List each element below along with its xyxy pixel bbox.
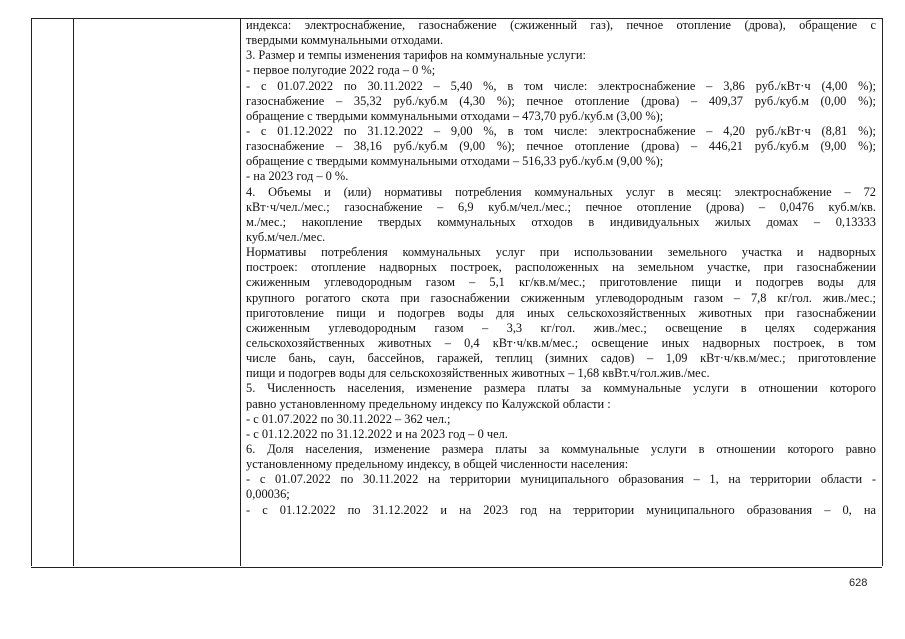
table-left-border (31, 18, 32, 566)
text-line: - первое полугодие 2022 года – 0 %; (246, 63, 436, 78)
text-line: - с 01.07.2022 по 30.11.2022 – 5,40 %, в том числе: электроснабжение – 3,86 руб./кВт·ч (4,00 %); (246, 78, 876, 93)
document-text-cell (246, 18, 876, 566)
text-line: газоснабжение – 38,16 руб./куб.м (9,00 %); печное отопление (дрова) – 446,21 руб./куб.м (9,00 %); (246, 139, 876, 154)
text-line: приготовление пищи и подогрев воды для иных сельскохозяйственных животных при газоснабжении (246, 305, 876, 320)
text-line: 5. Численность населения, изменение размера платы за коммунальные услуги в отношении которого (246, 381, 876, 396)
text-line: куб.м/чел./мес. (246, 229, 326, 244)
table-column-divider-2 (240, 18, 241, 566)
text-line: 3. Размер и темпы изменения тарифов на коммунальные услуги: (246, 48, 586, 63)
text-line: - с 01.07.2022 по 30.11.2022 – 362 чел.; (246, 411, 451, 426)
text-line: сжиженным углеводородным газом – 5,1 кг/кв.м/мес.; приготовление пищи и подогрев воды для (246, 275, 876, 290)
text-line: - с 01.12.2022 по 31.12.2022 – 9,00 %, в том числе: электроснабжение – 4,20 руб./кВт·ч (8,81 %); (246, 123, 876, 138)
text-line: установленному предельному индексу, в общей численности населения: (246, 457, 629, 472)
text-line: газоснабжение – 35,32 руб./куб.м (4,30 %); печное отопление (дрова) – 409,37 руб./куб.м (0,00 %); (246, 93, 876, 108)
table-right-border (882, 18, 883, 566)
text-line: 6. Доля населения, изменение размера платы за коммунальные услуги в отношении которого равно (246, 441, 876, 456)
text-line: равно установленному предельному индексу по Калужской области : (246, 396, 611, 411)
text-line: - на 2023 год – 0 %. (246, 169, 349, 184)
text-line: - с 01.12.2022 по 31.12.2022 и на 2023 год на территории муниципального образования – 0, на (246, 502, 876, 517)
text-line: крупного рогатого скота при газоснабжении сжиженным углеводородным газом – 7,8 кг/гол. жив./мес.; (246, 290, 876, 305)
text-line: сжиженным углеводородным газом – 3,3 кг/гол. жив./мес.; освещение в целях содержания (246, 320, 876, 335)
text-line: построек: отопление надворных построек, расположенных на земельном участке, при газоснабжении (246, 260, 876, 275)
text-line: обращение с твердыми коммунальными отходами – 516,33 руб./куб.м (9,00 %); (246, 154, 664, 169)
text-line: числе бань, саун, бассейнов, гаражей, теплиц (зимних садов) – 1,09 кВт·ч/кв.м/мес.; приготовление (246, 351, 876, 366)
table-column-divider-1 (73, 18, 74, 566)
text-line: кВт·ч/чел./мес.; газоснабжение – 6,9 куб.м/чел./мес.; печное отопление (дрова) – 0,0476 куб.м/кв. (246, 199, 876, 214)
text-line: - с 01.07.2022 по 30.11.2022 на территории муниципального образования – 1, на территории области - (246, 472, 876, 487)
text-line: Нормативы потребления коммунальных услуг при использовании земельного участка и надворных (246, 245, 876, 260)
text-line: 4. Объемы и (или) нормативы потребления коммунальных услуг в месяц: электроснабжение – 72 (246, 184, 876, 199)
text-line: 0,00036; (246, 487, 290, 502)
text-line: сельскохозяйственных животных – 0,4 кВт·ч/кв.м/мес.; освещение иных надворных построек, в том (246, 335, 876, 350)
text-line: м./мес.; накопление твердых коммунальных отходов в индивидуальных жилых домах – 0,13333 (246, 214, 876, 229)
page-number: 628 (849, 577, 868, 589)
text-line: индекса: электроснабжение, газоснабжение (сжиженный газ), печное отопление (дрова), обращение с (246, 18, 876, 32)
text-line: - с 01.12.2022 по 31.12.2022 и на 2023 год – 0 чел. (246, 426, 508, 441)
text-line: пищи и подогрев воды для сельскохозяйственных животных – 1,68 квВт.ч/гол.жив./мес. (246, 366, 710, 381)
text-line: твердыми коммунальными отходами. (246, 33, 444, 48)
text-line: обращение с твердыми коммунальными отходами – 473,70 руб./куб.м (3,00 %); (246, 108, 664, 123)
